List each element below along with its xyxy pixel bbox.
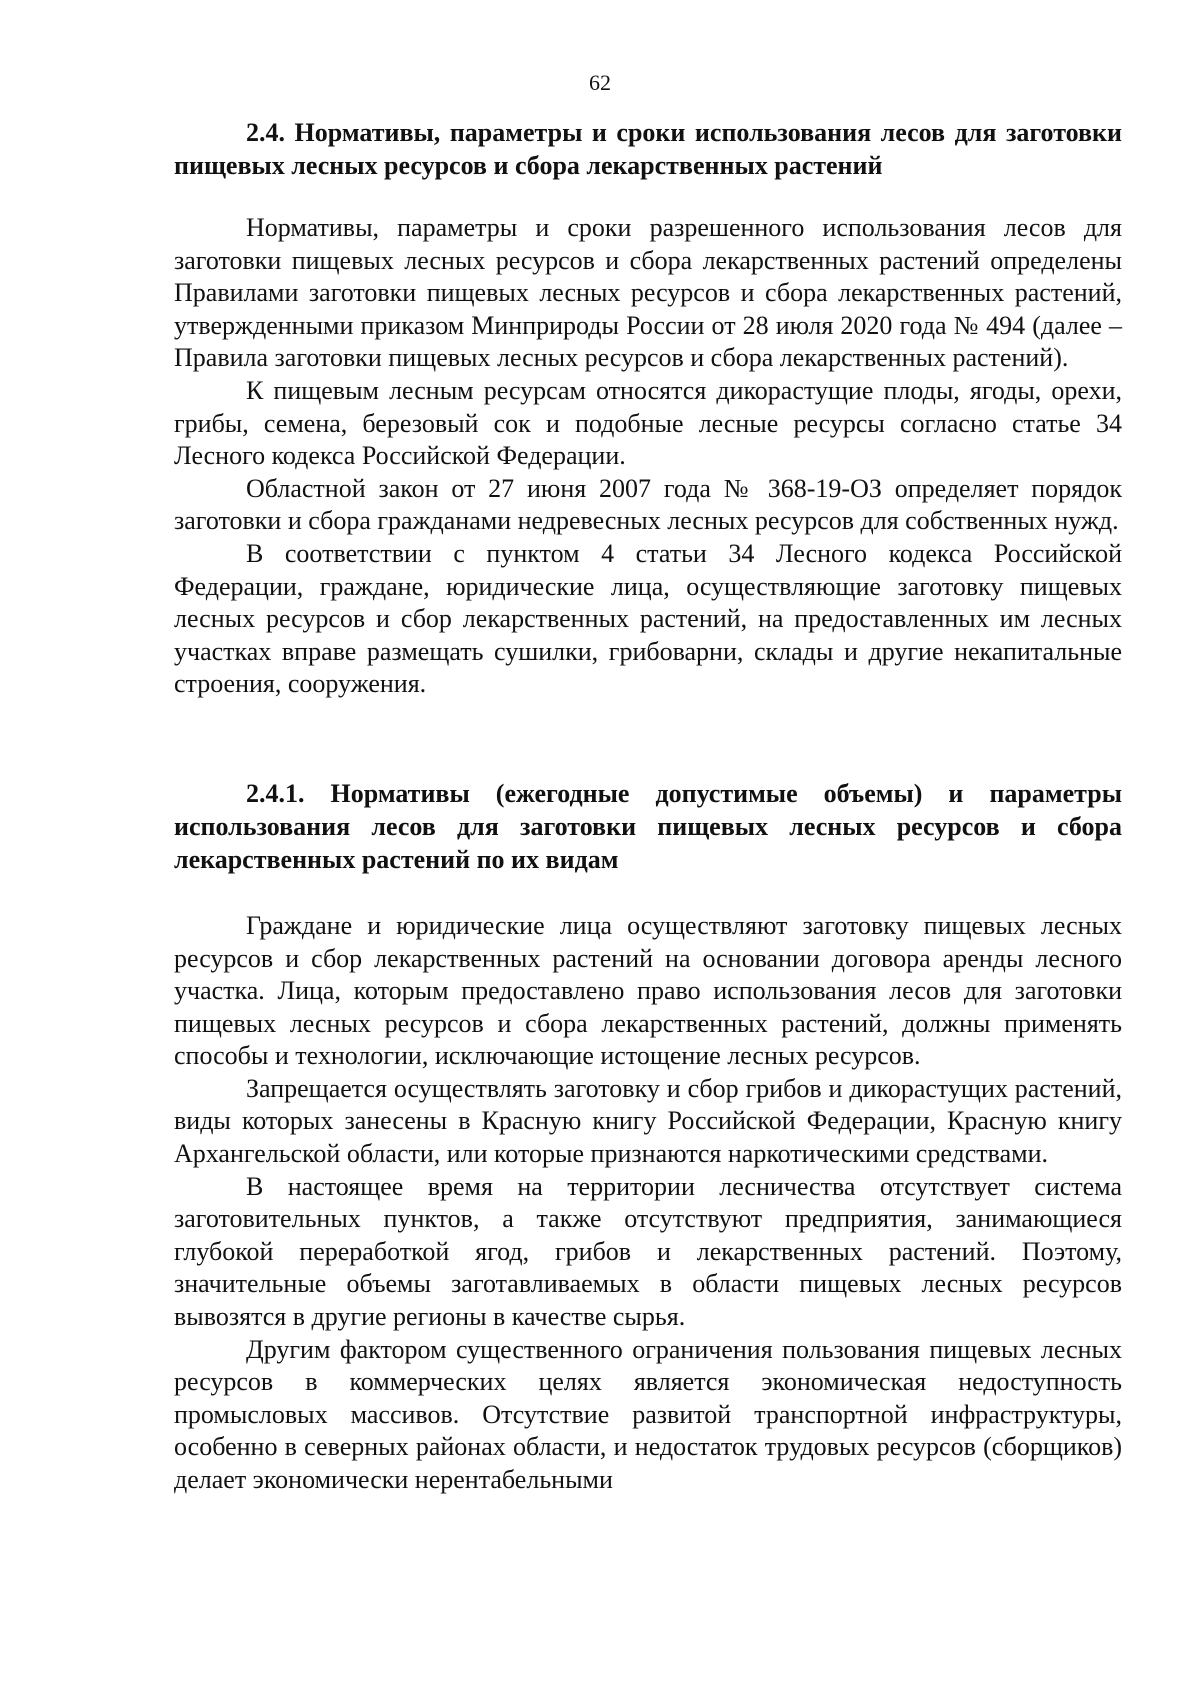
paragraph: Граждане и юридические лица осуществляют заготовку пищевых лесных ресурсов и сбор лекарственных растений на основании договора аренды лесного участка. Лица, которым предоставлено право использования лесов для заготовки пищевых лесных ресурсов и сбора лекарственных растений, должны применять способы и технологии, исключающие истощение лесных ресурсов. bbox=[174, 910, 1122, 1071]
paragraph: Областной закон от 27 июня 2007 года № 368-19-ОЗ определяет порядок заготовки и сбора гражданами недревесных лесных ресурсов для собственных нужд. bbox=[174, 473, 1122, 536]
page-number: 62 bbox=[589, 70, 611, 95]
paragraph: Нормативы, параметры и сроки разрешенного использования лесов для заготовки пищевых лесных ресурсов и сбора лекарственных растений определены Правилами заготовки пищевых лесных ресурсов и сбора лекарственных растений, утвержденными приказом Минприроды России от 28 июля 2020 года № 494 (далее – Правила заготовки пищевых лесных ресурсов и сбора лекарственных растений). bbox=[174, 213, 1122, 373]
paragraph: К пищевым лесным ресурсам относятся дикорастущие плоды, ягоды, орехи, грибы, семена, березовый сок и подобные лесные ресурсы согласно статье 34 Лесного кодекса Российской Федерации. bbox=[174, 375, 1122, 471]
paragraph: В настоящее время на территории лесничества отсутствует система заготовительных пунктов, а также отсутствуют предприятия, занимающиеся глубокой переработкой ягод, грибов и лекарственных растений. Поэтому, значительные объемы заготавливаемых в области пищевых лесных ресурсов вывозятся в другие регионы в качестве сырья. bbox=[174, 1171, 1122, 1332]
paragraph: Запрещается осуществлять заготовку и сбор грибов и дикорастущих растений, виды которых занесены в Красную книгу Российской Федерации, Красную книгу Архангельской области, или которые признаются наркотическими средствами. bbox=[174, 1073, 1122, 1169]
section-heading-2-4-1: 2.4.1. Нормативы (ежегодные допустимые объемы) и параметры использования лесов для заготовки пищевых лесных ресурсов и сбора лекарственных растений по их видам bbox=[174, 778, 1122, 874]
page-content bbox=[174, 116, 1122, 1497]
paragraph: Другим фактором существенного ограничения пользования пищевых лесных ресурсов в коммерческих целях является экономическая недоступность промысловых массивов. Отсутствие развитой транспортной инфраструктуры, особенно в северных районах области, и недостаток трудовых ресурсов (сборщиков) делает экономически нерентабельными bbox=[174, 1334, 1122, 1494]
section-heading-2-4: 2.4. Нормативы, параметры и сроки использования лесов для заготовки пищевых лесных ресурсов и сбора лекарственных растений bbox=[174, 118, 1122, 180]
paragraph: В соответствии с пунктом 4 статьи 34 Лесного кодекса Российской Федерации, граждане, юридические лица, осуществляющие заготовку пищевых лесных ресурсов и сбор лекарственных растений, на предоставленных им лесных участках вправе размещать сушилки, грибоварни, склады и другие некапитальные строения, сооружения. bbox=[174, 538, 1122, 699]
